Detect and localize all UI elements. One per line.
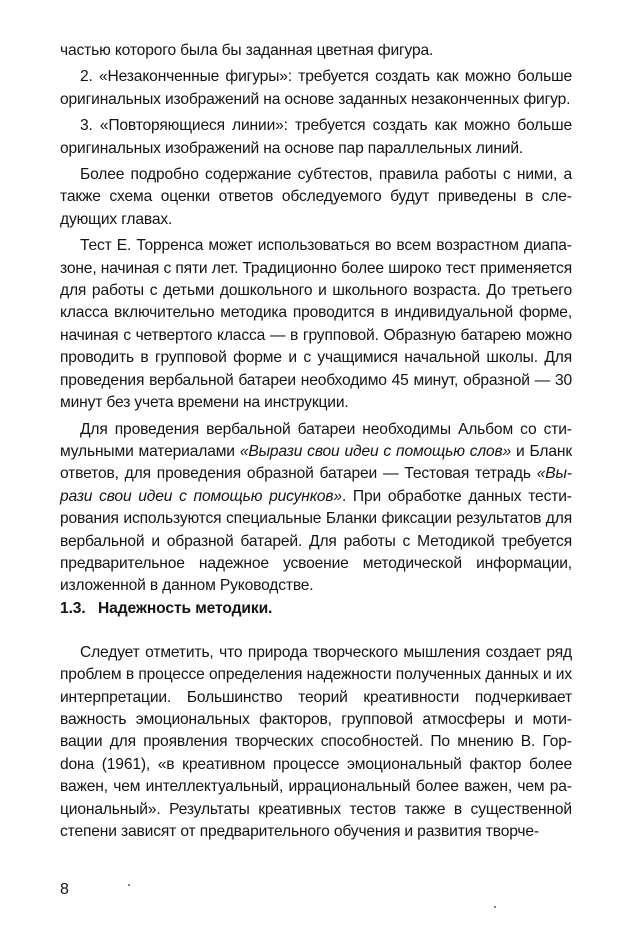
workbook-title-drawings: «Вырази свои идеи с помощью рисунков» [60,465,572,505]
materials-text-1: Для проведения вербальной батареи необходимы Альбом со стимульными материалами [60,420,572,460]
paragraph-materials [60,419,572,598]
page-number: 8 [60,881,69,898]
album-title-words: «Вырази свои идеи с помощью слов» [239,442,512,460]
paragraph-reliability: Следует отметить, что природа творческого мышления создает ряд проблем в процессе определения надежности полученных данных и их интерпретации. Большинство теорий креативности подчеркивает важность эмоциональных факторов, групповой атмосферы и мотивации для проявления творческих способностей. По мнению В. Горdона (1961), «в креативном процессе эмоциональный фактор более важен, чем интеллектуальный, иррациональный более важен, чем рациональный». Результаты креативных тестов также в существенной степени зависят от предварительного обучения и развития творче- [60,643,572,840]
page-body [60,40,572,843]
print-speck [128,884,130,886]
section-heading [60,598,572,620]
section-title: Надежность методики. [98,599,273,617]
paragraph-subtests-details: Более подробно содержание субтестов, правила работы с ними, а также схема оценки ответов обследуемого будут приведены в следующих главах. [60,166,572,228]
paragraph-continuation: частью которого была бы заданная цветная фигура. [60,42,434,59]
list-item-unfinished-figures: 2. «Незаконченные фигуры»: требуется создать как можно больше оригинальных изображений на основе заданных незаконченных фигур. [60,68,572,108]
print-speck [494,906,496,908]
section-number: 1.3. [60,599,86,617]
materials-text-2: и Бланк ответов, для проведения образной батареи — Тестовая тетрадь [60,442,572,483]
list-item-repeating-lines: 3. «Повторяющиеся линии»: требуется создать как можно больше оригинальных изображений на основе пар параллельных линий. [60,117,572,157]
paragraph-test-age-range: Тест Е. Торренса может использоваться во всем возрастном диапазоне, начиная с пяти лет. Традиционно более широко тест применяется для работы с детьми дошкольного и школьного возраста. До третьего класса включительно методика проводится в индивидуальной форме, начиная с четвертого класса — в групповой. Образную батарею можно проводить в групповой форме и с учащимися начальной школы. Для проведения вербальной батареи необходимо 45 минут, образной — 30 минут без учета времени на инструкции. [60,237,572,412]
materials-text-3: . При обработке данных тестирования используются специальные Бланки фиксации результатов для вербальной и образной батарей. Для работы с Методикой требуется предварительное надежное усвоение методической информации, изложенной в данном Руководстве. [60,487,572,595]
